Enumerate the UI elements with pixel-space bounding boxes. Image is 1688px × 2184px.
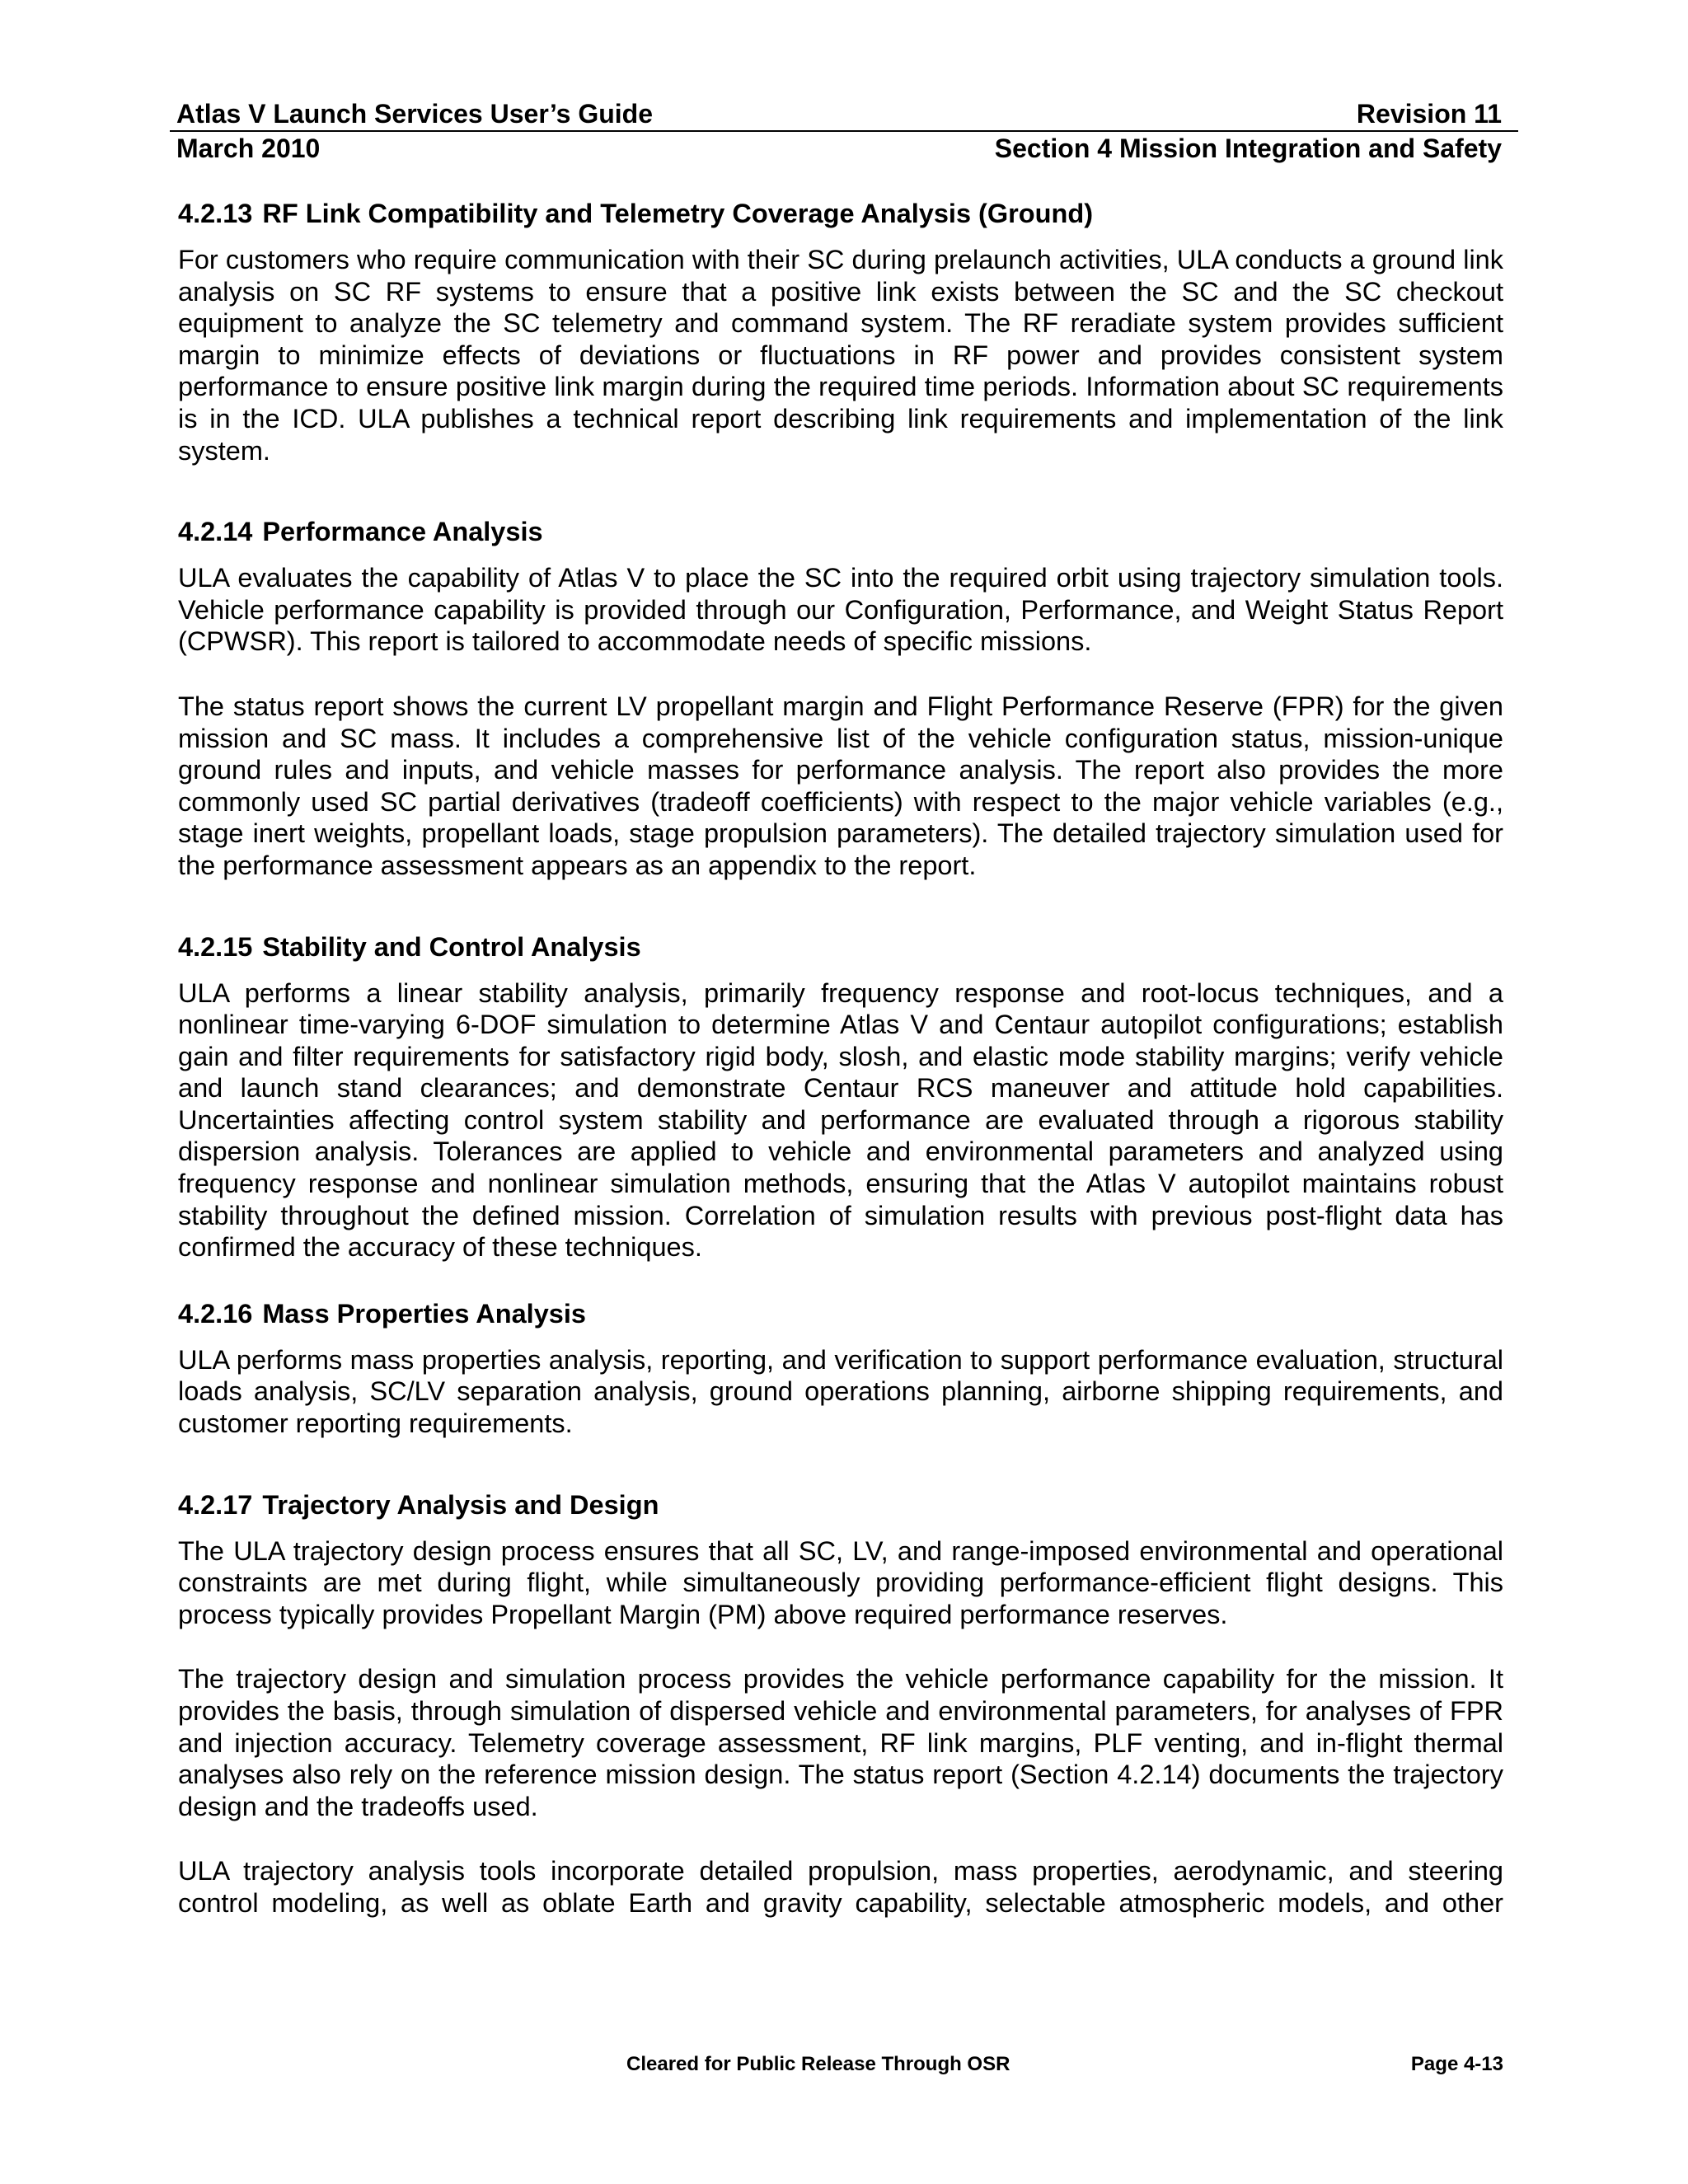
section-heading [178,931,1503,963]
section-title: RF Link Compatibility and Telemetry Coverage Analysis (Ground) [262,199,1094,228]
page-content [178,198,1503,1919]
page-header [176,97,1510,165]
section-heading [178,516,1503,547]
header-row-bottom [176,132,1510,165]
paragraph: For customers who require communication with their SC during prelaunch activities, ULA conducts a ground link analysis on SC RF systems to ensure that a positive link exists between the SC and the SC checkout equipment to analyze the SC telemetry and command system. The RF reradiate system provides sufficient margin to minimize effects of deviations or fluctuations in RF power and provides consistent system performance to ensure positive link margin during the required time periods. Information about SC requirements is in the ICD. ULA publishes a technical report describing link requirements and implementation of the link system. [178,245,1503,466]
paragraph: The trajectory design and simulation process provides the vehicle performance capability for the mission. It provides the basis, through simulation of dispersed vehicle and environmental parameters, for analyses of FPR and injection accuracy. Telemetry coverage assessment, RF link margins, PLF venting, and in-flight thermal analyses also rely on the reference mission design. The status report (Section 4.2.14) documents the trajectory design and the tradeoffs used. [178,1664,1503,1821]
section-number: 4.2.14 [178,517,253,547]
header-row-top [176,97,1510,130]
section-label: Section 4 Mission Integration and Safety [994,134,1502,163]
page-number: Page 4-13 [1410,2053,1503,2075]
paragraph: ULA performs a linear stability analysis, primarily frequency response and root-locus techniques, and a nonlinear time-varying 6-DOF simulation to determine Atlas V and Centaur autopilot configurations; establish gain and filter requirements for satisfactory rigid body, slosh, and elastic mode stability margins; verify vehicle and launch stand clearances; and demonstrate Centaur RCS maneuver and attitude hold capabilities. Uncertainties affecting control system stability and performance are evaluated through a rigorous stability dispersion analysis. Tolerances are applied to vehicle and environmental parameters and analyzed using frequency response and nonlinear simulation methods, ensuring that the Atlas V autopilot maintains robust stability throughout the defined mission. Correlation of simulation results with previous post-flight data has confirmed the accuracy of these techniques. [178,977,1503,1263]
paragraph: ULA performs mass properties analysis, reporting, and verification to support performance evaluation, structural loads analysis, SC/LV separation analysis, ground operations planning, airborne shipping requirements, and customer reporting requirements. [178,1344,1503,1439]
paragraph: ULA evaluates the capability of Atlas V to place the SC into the required orbit using trajectory simulation tools. Vehicle performance capability is provided through our Configuration, Performance, and Weight Status Report (CPWSR). This report is tailored to accommodate needs of specific missions. [178,563,1503,657]
revision-label: Revision 11 [1356,99,1502,129]
release-statement: Cleared for Public Release Through OSR [626,2053,1010,2075]
section-number: 4.2.17 [178,1489,253,1520]
document-date: March 2010 [176,134,321,163]
section-title: Mass Properties Analysis [262,1298,586,1329]
section-title: Trajectory Analysis and Design [262,1489,659,1520]
section-heading [178,1489,1503,1521]
section-number: 4.2.15 [178,931,253,962]
document-title: Atlas V Launch Services User’s Guide [176,99,654,129]
section-number: 4.2.13 [178,199,253,228]
section-title: Stability and Control Analysis [262,931,641,962]
paragraph: ULA trajectory analysis tools incorporate detailed propulsion, mass properties, aerodynamic, and steering control modeling, as well as oblate Earth and gravity capability, selectable atmospheric models, and other [178,1856,1503,1918]
section-heading [178,198,1503,229]
paragraph: The status report shows the current LV propellant margin and Flight Performance Reserve (FPR) for the given mission and SC mass. It includes a comprehensive list of the vehicle configuration status, mission-unique ground rules and inputs, and vehicle masses for performance analysis. The report also provides the more commonly used SC partial derivatives (tradeoff coefficients) with respect to the major vehicle variables (e.g., stage inert weights, propellant loads, stage propulsion parameters). The detailed trajectory simulation used for the performance assessment appears as an appendix to the report. [178,691,1503,880]
paragraph: The ULA trajectory design process ensures that all SC, LV, and range-imposed environmental and operational constraints are met during flight, while simultaneously providing performance-efficient flight designs. This process typically provides Propellant Margin (PM) above required performance reserves. [178,1535,1503,1629]
section-number: 4.2.16 [178,1298,253,1329]
section-title: Performance Analysis [262,517,543,547]
section-heading [178,1298,1503,1329]
